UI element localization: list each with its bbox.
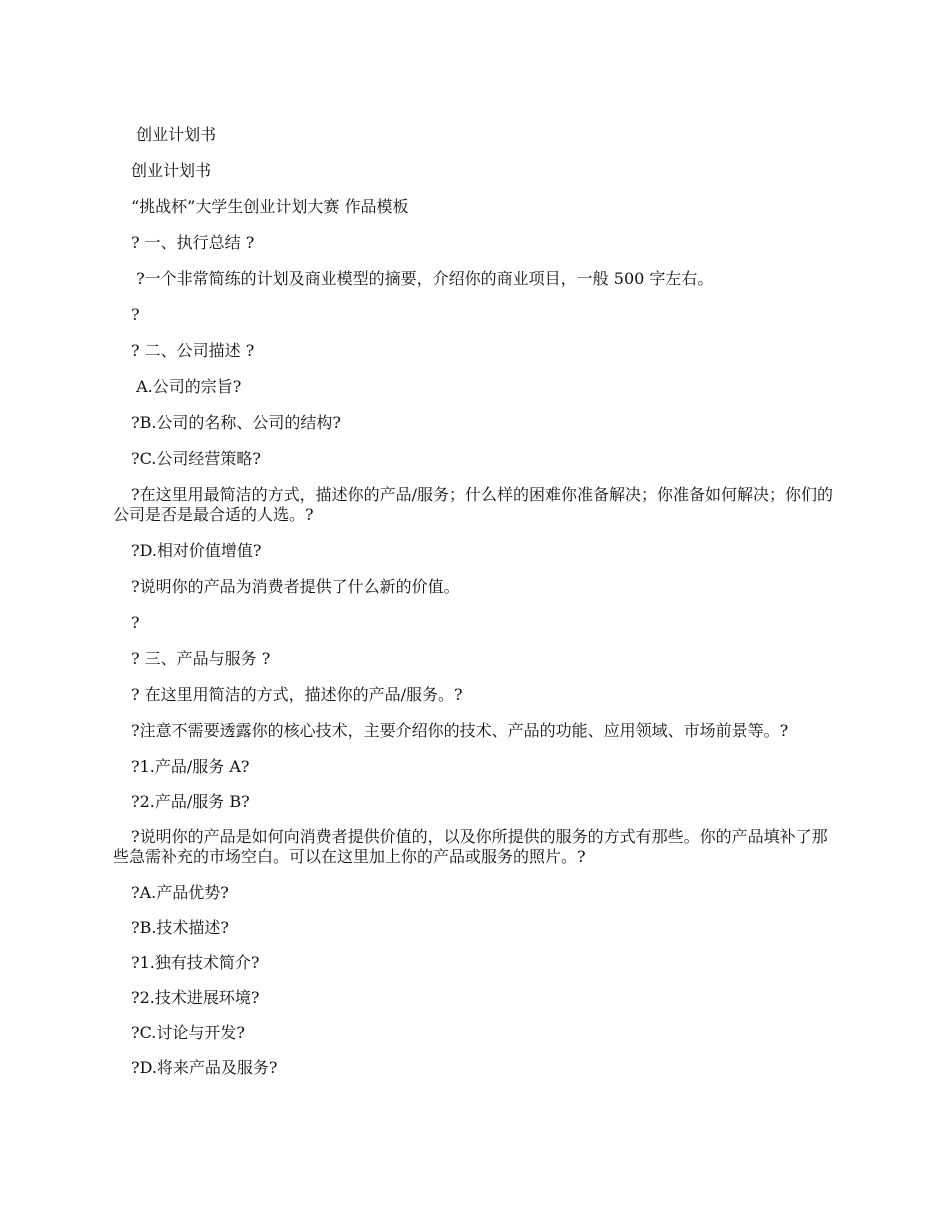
document-subtitle: 创业计划书	[131, 161, 212, 180]
paragraph: ? 在这里用简洁的方式，描述你的产品/服务。?	[131, 685, 463, 704]
paragraph: ?1.独有技术简介?	[131, 953, 260, 972]
template-heading: “挑战杯”大学生创业计划大赛 作品模板	[131, 197, 409, 216]
section-heading-products: ? 三、产品与服务 ?	[131, 649, 271, 668]
paragraph: ?2.产品/服务 B?	[131, 792, 250, 811]
paragraph: ?C.讨论与开发?	[131, 1023, 245, 1042]
paragraph: ?D.相对价值增值?	[131, 541, 262, 560]
paragraph: ?一个非常简练的计划及商业模型的摘要，介绍你的商业项目，一般 500 字左右。	[131, 269, 714, 288]
paragraph: A.公司的宗旨?	[131, 377, 242, 396]
paragraph: ?1.产品/服务 A?	[131, 757, 250, 776]
section-heading-company: ? 二、公司描述 ?	[131, 341, 255, 360]
paragraph: ?	[131, 305, 140, 324]
paragraph: ?D.将来产品及服务?	[131, 1058, 278, 1077]
paragraph: ?	[131, 613, 140, 632]
paragraph: ?说明你的产品为消费者提供了什么新的价值。	[131, 577, 460, 596]
paragraph: ?注意不需要透露你的核心技术，主要介绍你的技术、产品的功能、应用领域、市场前景等。?	[131, 721, 789, 740]
paragraph: ?B.技术描述?	[131, 918, 230, 937]
paragraph: ?B.公司的名称、公司的结构?	[131, 413, 342, 432]
paragraph: ?在这里用最简洁的方式，描述你的产品/服务；什么样的困难你准备解决；你准备如何解决；你们的公司是否是最合适的人选。?	[113, 485, 833, 524]
document-body	[113, 125, 838, 1093]
section-heading-summary: ? 一、执行总结 ?	[131, 233, 255, 252]
paragraph: ?说明你的产品是如何向消费者提供价值的，以及你所提供的服务的方式有那些。你的产品填补了那些急需补充的市场空白。可以在这里加上你的产品或服务的照片。?	[113, 827, 828, 866]
paragraph: ?A.产品优势?	[131, 883, 229, 902]
paragraph: ?C.公司经营策略?	[131, 449, 261, 468]
paragraph: ?2.技术进展环境?	[131, 988, 260, 1007]
document-title: 创业计划书	[131, 125, 217, 144]
